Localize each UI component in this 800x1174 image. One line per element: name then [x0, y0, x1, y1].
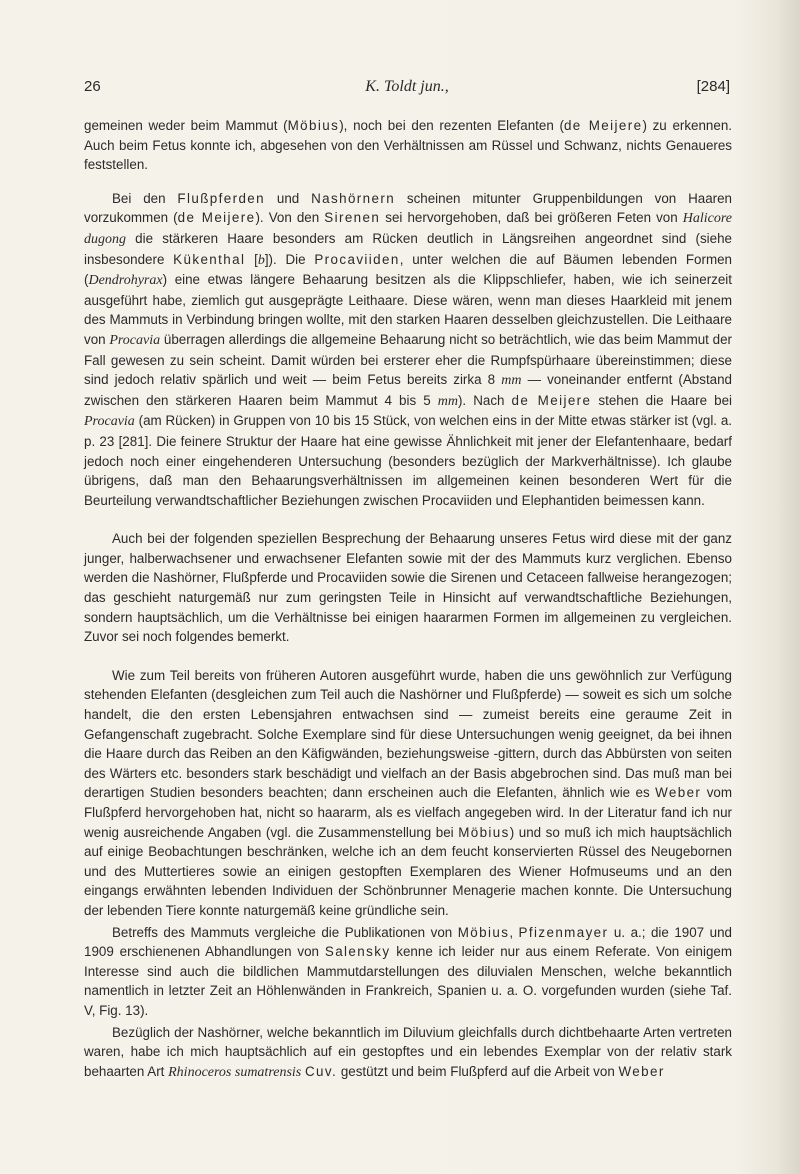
text-run: vom Flußpferd hervorgehoben hat, nicht so haararm, als es vielfach angegeben wird. In der Literatur fand ich nur wenig ausreichende Angaben (vgl. die Zusammenstellung bei [84, 785, 732, 840]
paragraph-2 [84, 189, 732, 511]
author-name: Procaviiden [314, 251, 400, 267]
text-run: ), noch bei den rezenten Elefanten ( [339, 118, 564, 133]
author-name: Sirenen [324, 210, 381, 226]
text-run: Bei den [112, 190, 178, 206]
author-name: Möbius [457, 924, 510, 940]
running-title: K. Toldt jun., [365, 78, 449, 95]
text-run: ]). Die [264, 251, 315, 267]
page-number: 26 [84, 78, 101, 95]
text-run: ). Nach [457, 392, 512, 408]
text-run: gestützt und beim Flußpferd auf die Arbeit von [337, 1063, 619, 1079]
author-name: Kükenthal [173, 251, 246, 267]
author-name: Weber [618, 1063, 665, 1079]
paragraph-6 [84, 1023, 732, 1083]
text-run: überragen allerdings die allgemeine Behaarung nicht so beträchtlich, wie das beim Mammut der Fall gewesen zu sein scheint. Damit würden bei ersterer eher die Rumpfspürhaare übereinstimmen; diese sind jedoch relativ spärlich und weit — beim Fetus bereits zirka 8 [84, 331, 732, 388]
text-run: , unter welchen die auf Bäumen lebenden Formen ( [84, 251, 733, 288]
author-name: Pfizenmayer [518, 924, 609, 940]
text-run: — voneinander entfernt (Abstand zwischen den stärkeren Haaren beim Mammut 4 bis 5 [84, 372, 733, 408]
italic-term: mm [501, 373, 522, 389]
text-run: [ [245, 251, 258, 267]
text-run: scheinen mitunter Gruppenbildungen von Haaren vorzukommen ( [84, 190, 732, 226]
paragraph-1 [84, 116, 732, 175]
text-run: , [509, 924, 519, 940]
author-name: Weber [655, 785, 702, 801]
running-header [84, 78, 730, 100]
bracket-page-ref: [284] [696, 78, 730, 95]
author-name: Nashörnern [311, 190, 396, 206]
text-run: ) und so muß ich mich hauptsächlich auf einige Beobachtungen beschränken, welche ich an dem feucht konservierten Rüssel des Neugebornen und des Muttertieres sowie an einigen gestopften Exemplaren des Wiener Hofmuseums und an den eingangs erwähnten lebenden Individuen der Schönbrunner Menagerie machen konnte. Die Untersuchung der lebenden Tiere konnte naturgemäß keine gründliche sein. [84, 824, 732, 918]
text-run: sei hervorgehoben, daß bei größeren Feten von [380, 210, 683, 226]
italic-term: Rhinoceros sumatrensis [168, 1064, 302, 1080]
text-run: Auch bei der folgenden speziellen Besprechung der Behaarung unseres Fetus wird diese mit der ganz junger, halberwachsener und erwachsener Elefanten sowie mit der des Mammuts kurz verglichen. Ebenso werden die Nashörner, Flußpferde und Procaviiden sowie die Sirenen und Cetaceen fallweise herangezogen; das geschieht naturgemäß nur zum geringsten Teile in Hinsicht auf verwandtschaftliche Beziehungen, sondern hauptsächlich, um die Verhältnisse bei einigen haararmen Formen im allgemeinen zu vergleichen. Zuvor sei noch folgendes bemerkt. [84, 531, 732, 645]
italic-term: b [257, 252, 265, 268]
text-run: gemeinen weder beim Mammut ( [84, 118, 288, 133]
text-run: und [265, 190, 312, 206]
paragraph-5 [84, 923, 732, 1021]
italic-term: Procavia [84, 414, 135, 430]
author-name: Cuv. [304, 1063, 338, 1079]
paragraph-4 [84, 666, 732, 921]
italic-term: Dendrohyrax [88, 273, 163, 289]
text-run: Wie zum Teil bereits von früheren Autoren ausgeführt wurde, haben die uns gewöhnlich zur Verfügung stehenden Elefanten (desgleichen zum Teil auch die Nashörner und Flußpferde) — soweit es sich um solche handelt, die den ersten Lebensjahren entwachsen sind — zumeist bereits eine geraume Zeit in Gefangenschaft zugebracht. Solche Exemplare sind für diese Untersuchungen wenig geeignet, da bei ihnen die Haare durch das Reiben an den Käfigwänden, beziehungsweise -gittern, durch das Abbürsten von seiten des Wärters etc. besonders stark beschädigt und vielfach an der Basis abgebrochen sind. Das muß man bei derartigen Studien besonders beachten; dann erscheinen auch die Elefanten, ähnlich wie es [84, 667, 732, 801]
italic-term: mm [437, 393, 458, 409]
author-name: Möbius [458, 824, 510, 840]
italic-term: Procavia [109, 332, 161, 348]
author-name: de Meijere [563, 118, 643, 133]
text-run: (am Rücken) in Gruppen von 10 bis 15 Stück, von welchen eins in der Mitte etwas stärker ist (vgl. a. p. 23 [281]. Die feinere Struktur der Haare hat eine gewisse Ähnlichkeit mit jener der Elefantenhaare, bedarf jedoch noch einer eingehenderen Untersuchung (besonders bezüglich der Markverhältnisse). Ich glaube übrigens, daß man den Behaarungsverhältnissen im allgemeinen keinen besonderen Wert für die Beurteilung verwandtschaftlicher Beziehungen zwischen Procaviiden und Elephantiden beimessen kann. [84, 413, 732, 508]
author-name: Salensky [324, 944, 391, 960]
text-run: u. a.; die 1907 und 1909 erschienenen Abhandlungen von [84, 924, 732, 960]
author-name: Flußpferden [177, 190, 266, 206]
author-name: de Meijere [177, 210, 256, 226]
text-run: die stärkeren Haare besonders am Rücken deutlich in Längsreihen angeordnet sind (siehe insbesondere [84, 230, 732, 267]
text-run: Betreffs des Mammuts vergleiche die Publikationen von [112, 924, 458, 940]
text-run: Bezüglich der Nashörner, welche bekanntlich im Diluvium gleichfalls durch dichtbehaarte Arten vertreten waren, habe ich mich hauptsächlich auf ein gestopftes und ein lebendes Exemplar von der relativ stark behaarten Art [84, 1024, 732, 1079]
author-name: de Meijere [511, 392, 592, 408]
author-name: Möbius [287, 118, 340, 133]
italic-term: Halicore dugong [84, 211, 732, 247]
text-run: kenne ich leider nur aus einem Referate. Von einigem Interesse sind auch die bildlichen Mammutdarstellungen des diluvialen Menschen, welche bekanntlich namentlich in letzter Zeit an Höhlenwänden in Frankreich, Spanien u. a. O. vorgefunden wurden (siehe Taf. V, Fig. 13). [84, 944, 732, 1018]
text-run: stehen die Haare bei [591, 392, 732, 408]
body-text [84, 116, 732, 1082]
text-run: ) eine etwas längere Behaarung besitzen als die Klippschliefer, haben, wie ich seinerzeit ausgeführt habe, ziemlich gut ausgeprägte Leithaare. Diese wären, wenn man dieses Haarkleid mit jenem des Mammuts in Verbindung bringen wollte, mit den starken Haaren desselben gleichzustellen. Die Leithaare von [84, 272, 732, 347]
text-run: ). Von den [255, 210, 325, 226]
text-run: ) zu erkennen. Auch beim Fetus konnte ich, abgesehen von den Verhältnissen am Rüssel und Schwanz, nichts Genaueres feststellen. [84, 118, 732, 173]
paragraph-3 [84, 529, 732, 647]
